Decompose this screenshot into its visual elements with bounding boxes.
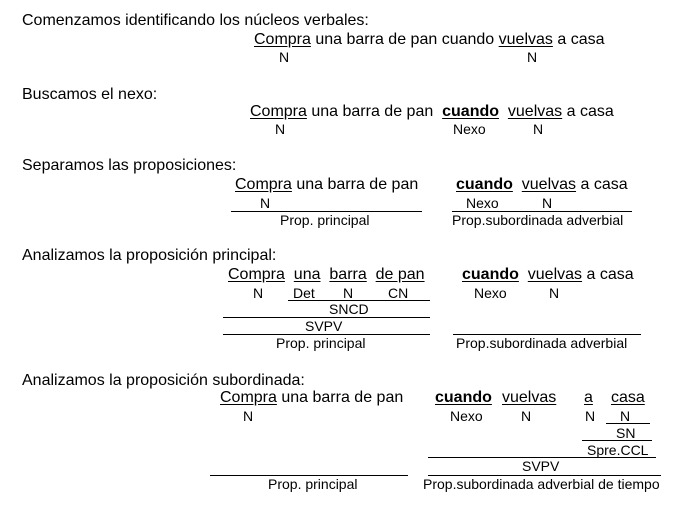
verb2: vuelvas [498, 31, 553, 48]
label-prop-principal: Prop. principal [276, 335, 366, 351]
label-prop-principal: Prop. principal [268, 476, 358, 492]
step5-main-clause [220, 390, 403, 406]
label-det: Det [293, 285, 315, 301]
verb1: Compra [220, 389, 277, 406]
nexo: cuando [442, 103, 500, 120]
label-prop-subordinada: Prop.subordinada adverbial de tiempo [423, 476, 660, 492]
label-n-verb1: N [253, 285, 264, 301]
verb2: vuelvas [502, 389, 557, 406]
nexo: cuando [462, 266, 519, 283]
verb2: vuelvas [521, 176, 577, 193]
object: una barra de pan [296, 176, 419, 193]
complement: a casa [566, 103, 614, 120]
step3-heading: Separamos las proposiciones: [22, 157, 237, 174]
label-n-verb2: N [542, 195, 553, 211]
word-una: una [293, 266, 321, 283]
label-n-verb1: N [260, 195, 271, 211]
step2-heading: Buscamos el nexo: [22, 86, 158, 103]
verb2: vuelvas [527, 266, 583, 283]
step4-main-clause [228, 267, 425, 283]
label-svpv: SVPV [522, 458, 560, 474]
label-nexo: Nexo [474, 285, 507, 301]
step1-sentence [254, 32, 604, 48]
label-n-verb2: N [533, 121, 544, 137]
nexo: cuando [435, 389, 492, 406]
step2-sentence [250, 104, 614, 120]
complement: a casa [557, 31, 605, 48]
step3-sub-clause [456, 177, 628, 193]
word-barra: barra [329, 266, 367, 283]
label-prop-subordinada: Prop.subordinada adverbial [456, 335, 628, 351]
word-a: a [584, 389, 593, 406]
label-n-a: N [585, 408, 596, 424]
object: una barra de pan [315, 31, 438, 48]
step4-sub-clause [462, 267, 634, 283]
word-casa: casa [611, 389, 645, 406]
complement: a casa [580, 176, 628, 193]
object: una barra de pan [281, 389, 404, 406]
verb1: Compra [250, 103, 307, 120]
bracket-line-sn [606, 423, 650, 424]
verb2: vuelvas [507, 103, 563, 120]
object: una barra de pan [311, 103, 434, 120]
label-n-verb1: N [243, 408, 254, 424]
label-n-verb2: N [521, 408, 532, 424]
step5-heading: Analizamos la proposición subordinada: [22, 372, 305, 389]
step4-heading: Analizamos la proposición principal: [22, 247, 277, 264]
label-n-barra: N [343, 285, 354, 301]
bracket-line-spre [582, 440, 652, 441]
label-svpv: SVPV [305, 318, 343, 334]
step1-heading: Comenzamos identificando los núcleos verbales: [22, 12, 369, 29]
label-n-verb1: N [279, 49, 290, 65]
label-n-verb1: N [275, 121, 286, 137]
label-nexo: Nexo [453, 121, 486, 137]
verb1: Compra [235, 176, 292, 193]
nexo: cuando [456, 176, 513, 193]
step3-main-clause [235, 177, 418, 193]
label-prop-subordinada: Prop.subordinada adverbial [452, 212, 624, 228]
label-spre-ccl: Spre.CCL [587, 442, 649, 458]
complement: a casa [586, 266, 634, 283]
verb1: Compra [228, 266, 285, 283]
label-sn: SN [616, 425, 636, 441]
label-cn: CN [388, 285, 409, 301]
word-de-pan: de pan [375, 266, 425, 283]
label-nexo: Nexo [450, 408, 483, 424]
nexo: cuando [441, 31, 495, 48]
label-n-verb2: N [527, 49, 538, 65]
label-nexo: Nexo [466, 195, 499, 211]
label-n-casa: N [620, 408, 631, 424]
label-n-verb2: N [549, 285, 560, 301]
label-sncd: SNCD [329, 301, 369, 317]
verb1: Compra [254, 31, 311, 48]
label-prop-principal: Prop. principal [280, 212, 370, 228]
